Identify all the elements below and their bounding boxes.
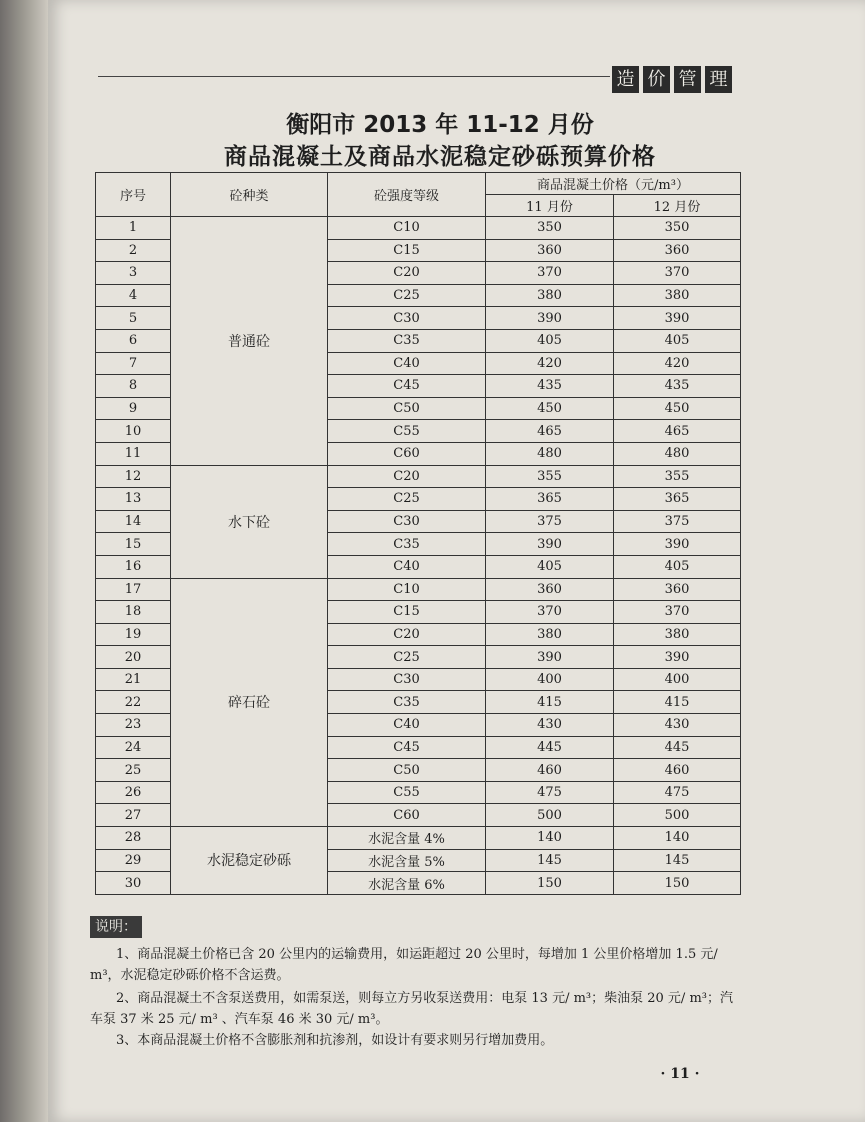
cell-nov-price: 390	[486, 533, 614, 556]
cell-dec-price: 360	[614, 578, 741, 601]
cell-grade: C10	[328, 578, 486, 601]
cell-dec-price: 145	[614, 849, 741, 872]
cell-nov-price: 460	[486, 759, 614, 782]
cell-seq: 30	[96, 872, 171, 895]
cell-dec-price: 150	[614, 872, 741, 895]
cell-seq: 16	[96, 555, 171, 578]
cell-nov-price: 375	[486, 510, 614, 533]
cell-dec-price: 380	[614, 284, 741, 307]
cell-nov-price: 420	[486, 352, 614, 375]
page-title-line1: 衡阳市 2013 年 11-12 月份	[286, 112, 594, 138]
cell-dec-price: 400	[614, 668, 741, 691]
cell-dec-price: 380	[614, 623, 741, 646]
cell-nov-price: 500	[486, 804, 614, 827]
cell-category: 水下砼	[171, 465, 328, 578]
cell-grade: C20	[328, 262, 486, 285]
cell-seq: 26	[96, 781, 171, 804]
cell-grade: C25	[328, 488, 486, 511]
cell-nov-price: 355	[486, 465, 614, 488]
cell-grade: 水泥含量 6%	[328, 872, 486, 895]
cell-nov-price: 475	[486, 781, 614, 804]
cell-dec-price: 365	[614, 488, 741, 511]
cell-dec-price: 405	[614, 555, 741, 578]
header-rule	[98, 76, 610, 77]
cell-category: 碎石砼	[171, 578, 328, 827]
table-row	[96, 465, 741, 488]
cell-nov-price: 435	[486, 375, 614, 398]
section-tag-char: 价	[643, 66, 670, 93]
cell-grade: 水泥含量 5%	[328, 849, 486, 872]
section-tag-char: 理	[705, 66, 732, 93]
cell-grade: C15	[328, 601, 486, 624]
cell-seq: 1	[96, 217, 171, 240]
cell-seq: 24	[96, 736, 171, 759]
cell-seq: 2	[96, 239, 171, 262]
cell-seq: 9	[96, 397, 171, 420]
price-table	[95, 172, 741, 895]
cell-nov-price: 400	[486, 668, 614, 691]
cell-nov-price: 360	[486, 578, 614, 601]
cell-dec-price: 390	[614, 307, 741, 330]
cell-grade: C60	[328, 442, 486, 465]
cell-nov-price: 390	[486, 646, 614, 669]
cell-dec-price: 435	[614, 375, 741, 398]
cell-grade: C55	[328, 781, 486, 804]
cell-nov-price: 370	[486, 601, 614, 624]
cell-dec-price: 445	[614, 736, 741, 759]
cell-dec-price: 420	[614, 352, 741, 375]
cell-nov-price: 430	[486, 714, 614, 737]
cell-seq: 15	[96, 533, 171, 556]
note-item: 3、本商品混凝土价格不含膨胀剂和抗渗剂，如设计有要求则另行增加费用。	[116, 1033, 554, 1048]
cell-grade: C40	[328, 555, 486, 578]
cell-grade: C30	[328, 510, 486, 533]
cell-grade: C50	[328, 397, 486, 420]
cell-nov-price: 405	[486, 329, 614, 352]
cell-grade: C30	[328, 668, 486, 691]
cell-grade: C45	[328, 375, 486, 398]
cell-dec-price: 390	[614, 533, 741, 556]
section-tag-char: 管	[674, 66, 701, 93]
cell-dec-price: 430	[614, 714, 741, 737]
cell-category: 普通砼	[171, 217, 328, 466]
cell-grade: C35	[328, 691, 486, 714]
cell-nov-price: 445	[486, 736, 614, 759]
cell-nov-price: 415	[486, 691, 614, 714]
cell-grade: C55	[328, 420, 486, 443]
note-item: 1、商品混凝土价格已含 20 公里内的运输费用，如运距超过 20 公里时，每增加 1 公里价格增加 1.5 元/ m³，水泥稳定砂砾价格不含运费。	[90, 947, 718, 983]
cell-nov-price: 380	[486, 284, 614, 307]
cell-nov-price: 390	[486, 307, 614, 330]
cell-dec-price: 450	[614, 397, 741, 420]
cell-seq: 7	[96, 352, 171, 375]
cell-dec-price: 500	[614, 804, 741, 827]
cell-seq: 3	[96, 262, 171, 285]
cell-seq: 29	[96, 849, 171, 872]
cell-dec-price: 415	[614, 691, 741, 714]
table-row	[96, 217, 741, 240]
cell-dec-price: 460	[614, 759, 741, 782]
cell-grade: C50	[328, 759, 486, 782]
table-body	[96, 217, 741, 895]
page-title-line2: 商品混凝土及商品水泥稳定砂砾预算价格	[224, 144, 656, 170]
table-row	[96, 578, 741, 601]
header-grade: 砼强度等级	[328, 173, 486, 217]
cell-seq: 11	[96, 442, 171, 465]
cell-dec-price: 375	[614, 510, 741, 533]
cell-seq: 12	[96, 465, 171, 488]
cell-seq: 8	[96, 375, 171, 398]
cell-seq: 25	[96, 759, 171, 782]
cell-nov-price: 150	[486, 872, 614, 895]
header-seq: 序号	[96, 173, 171, 217]
cell-dec-price: 140	[614, 827, 741, 850]
cell-dec-price: 360	[614, 239, 741, 262]
cell-category: 水泥稳定砂砾	[171, 827, 328, 895]
cell-seq: 22	[96, 691, 171, 714]
cell-dec-price: 465	[614, 420, 741, 443]
cell-seq: 4	[96, 284, 171, 307]
cell-seq: 10	[96, 420, 171, 443]
cell-grade: C30	[328, 307, 486, 330]
cell-seq: 5	[96, 307, 171, 330]
cell-nov-price: 350	[486, 217, 614, 240]
cell-dec-price: 390	[614, 646, 741, 669]
cell-grade: C60	[328, 804, 486, 827]
cell-grade: C45	[328, 736, 486, 759]
cell-grade: C10	[328, 217, 486, 240]
cell-seq: 23	[96, 714, 171, 737]
header-dec: 12 月份	[614, 195, 741, 217]
cell-nov-price: 140	[486, 827, 614, 850]
cell-seq: 19	[96, 623, 171, 646]
cell-grade: C35	[328, 329, 486, 352]
cell-grade: C15	[328, 239, 486, 262]
cell-seq: 20	[96, 646, 171, 669]
cell-seq: 18	[96, 601, 171, 624]
section-tag-char: 造	[612, 66, 639, 93]
header-type: 砼种类	[171, 173, 328, 217]
note-item: 2、商品混凝土不含泵送费用，如需泵送，则每立方另收泵送费用：电泵 13 元/ m³；柴油泵 20 元/ m³；汽车泵 37 米 25 元/ m³ 、汽车泵 46 米 30 元/ m³。	[90, 991, 733, 1027]
cell-grade: C40	[328, 352, 486, 375]
cell-seq: 27	[96, 804, 171, 827]
cell-nov-price: 360	[486, 239, 614, 262]
cell-dec-price: 480	[614, 442, 741, 465]
cell-dec-price: 475	[614, 781, 741, 804]
page-number: · 11 ·	[660, 1066, 700, 1082]
header-price-group: 商品混凝土价格（元/m³）	[486, 173, 741, 195]
cell-nov-price: 450	[486, 397, 614, 420]
cell-grade: C40	[328, 714, 486, 737]
cell-seq: 17	[96, 578, 171, 601]
cell-seq: 28	[96, 827, 171, 850]
cell-grade: 水泥含量 4%	[328, 827, 486, 850]
cell-nov-price: 480	[486, 442, 614, 465]
cell-seq: 6	[96, 329, 171, 352]
cell-grade: C25	[328, 284, 486, 307]
cell-dec-price: 355	[614, 465, 741, 488]
cell-grade: C25	[328, 646, 486, 669]
cell-seq: 21	[96, 668, 171, 691]
cell-seq: 13	[96, 488, 171, 511]
cell-nov-price: 145	[486, 849, 614, 872]
cell-grade: C20	[328, 623, 486, 646]
cell-nov-price: 465	[486, 420, 614, 443]
cell-nov-price: 370	[486, 262, 614, 285]
cell-grade: C20	[328, 465, 486, 488]
cell-seq: 14	[96, 510, 171, 533]
cell-dec-price: 405	[614, 329, 741, 352]
cell-nov-price: 405	[486, 555, 614, 578]
cell-nov-price: 365	[486, 488, 614, 511]
table-row	[96, 827, 741, 850]
header-nov: 11 月份	[486, 195, 614, 217]
cell-dec-price: 370	[614, 262, 741, 285]
cell-grade: C35	[328, 533, 486, 556]
section-tag	[612, 66, 732, 93]
notes-label: 说明：	[90, 916, 142, 938]
cell-dec-price: 350	[614, 217, 741, 240]
cell-nov-price: 380	[486, 623, 614, 646]
cell-dec-price: 370	[614, 601, 741, 624]
